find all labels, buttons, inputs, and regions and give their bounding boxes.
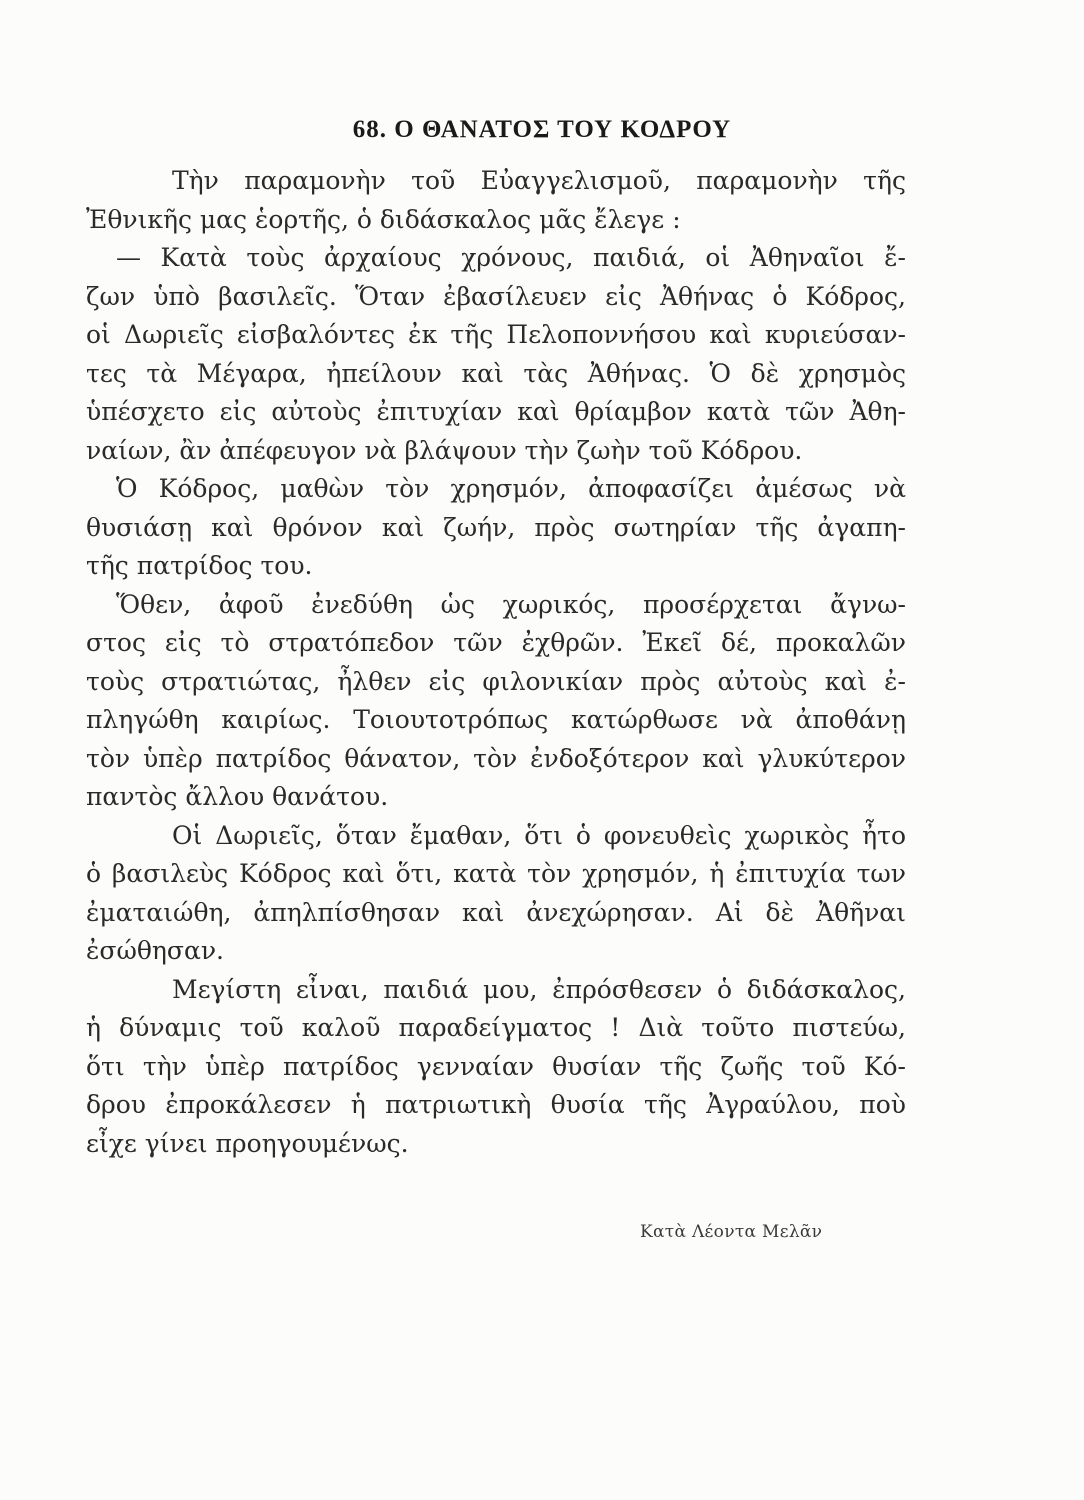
text-line: οἱ Δωριεῖς εἰσβαλόντες ἐκ τῆς Πελοποννήσου καὶ κυριεύσαν-	[86, 320, 906, 349]
text-line: Ὅθεν, ἀφοῦ ἐνεδύθη ὡς χωρικός, προσέρχεται ἄγνω-	[116, 589, 906, 619]
text-line: παντὸς ἄλλου θανάτου.	[86, 782, 389, 811]
chapter-title: 68. Ο ΘΑΝΑΤΟΣ ΤΟΥ ΚΟΔΡΟΥ	[352, 116, 732, 143]
text-line: πληγώθη καιρίως. Τοιουτοτρόπως κατώρθωσε νὰ ἀποθάνῃ	[86, 705, 906, 734]
author-attribution: Κατὰ Λέοντα Μελᾶν	[640, 1222, 823, 1242]
text-line: ὁ βασιλεὺς Κόδρος καὶ ὅτι, κατὰ τὸν χρησμόν, ἡ ἐπιτυχία των	[86, 859, 906, 888]
text-line: Τὴν παραμονὴν τοῦ Εὐαγγελισμοῦ, παραμονὴν τῆς	[172, 166, 906, 195]
text-line: τοὺς στρατιώτας, ἦλθεν εἰς φιλονικίαν πρὸς αὐτοὺς καὶ ἐ-	[86, 666, 906, 696]
text-line: ἡ δύναμις τοῦ καλοῦ παραδείγματος ! Διὰ τοῦτο πιστεύω,	[86, 1013, 906, 1042]
text-line: Οἱ Δωριεῖς, ὅταν ἔμαθαν, ὅτι ὁ φονευθεὶς χωρικὸς ἦτο	[172, 820, 906, 850]
text-line: — Κατὰ τοὺς ἀρχαίους χρόνους, παιδιά, οἱ Ἀθηναῖοι ἔ-	[116, 243, 906, 272]
text-line: τῆς πατρίδος του.	[86, 551, 313, 580]
text-line: στος εἰς τὸ στρατόπεδον τῶν ἐχθρῶν. Ἐκεῖ δέ, προκαλῶν	[86, 628, 906, 657]
text-line: ἐσώθησαν.	[86, 936, 224, 965]
text-line: ζων ὑπὸ βασιλεῖς. Ὅταν ἐβασίλευεν εἰς Ἀθήνας ὁ Κόδρος,	[86, 281, 906, 311]
text-line: ναίων, ἂν ἀπέφευγον νὰ βλάψουν τὴν ζωὴν τοῦ Κόδρου.	[86, 435, 803, 465]
text-line: δρου ἐπροκάλεσεν ἡ πατριωτικὴ θυσία τῆς Ἀγραύλου, ποὺ	[86, 1090, 906, 1119]
text-line: τὸν ὑπὲρ πατρίδος θάνατον, τὸν ἐνδοξότερον καὶ γλυκύτερον	[86, 743, 906, 773]
story-text	[86, 162, 906, 1163]
text-line: Μεγίστη εἶναι, παιδιά μου, ἐπρόσθεσεν ὁ διδάσκαλος,	[172, 974, 906, 1004]
text-line: Ὁ Κόδρος, μαθὼν τὸν χρησμόν, ἀποφασίζει ἀμέσως νὰ	[116, 474, 906, 503]
text-line: θυσιάσῃ καὶ θρόνον καὶ ζωήν, πρὸς σωτηρίαν τῆς ἀγαπη-	[86, 512, 906, 542]
text-line: Ἐθνικῆς μας ἑορτῆς, ὁ διδάσκαλος μᾶς ἔλεγε :	[86, 204, 681, 234]
text-line: εἶχε γίνει προηγουμένως.	[86, 1128, 409, 1158]
text-line: ὅτι τὴν ὑπὲρ πατρίδος γενναίαν θυσίαν τῆς ζωῆς τοῦ Κό-	[86, 1051, 906, 1081]
text-line: ὑπέσχετο εἰς αὐτοὺς ἐπιτυχίαν καὶ θρίαμβον κατὰ τῶν Ἀθη-	[86, 397, 906, 426]
text-line: τες τὰ Μέγαρα, ἠπείλουν καὶ τὰς Ἀθήνας. Ὁ δὲ χρησμὸς	[86, 358, 906, 388]
text-line: ἐματαιώθη, ἀπηλπίσθησαν καὶ ἀνεχώρησαν. Αἱ δὲ Ἀθῆναι	[86, 897, 906, 927]
